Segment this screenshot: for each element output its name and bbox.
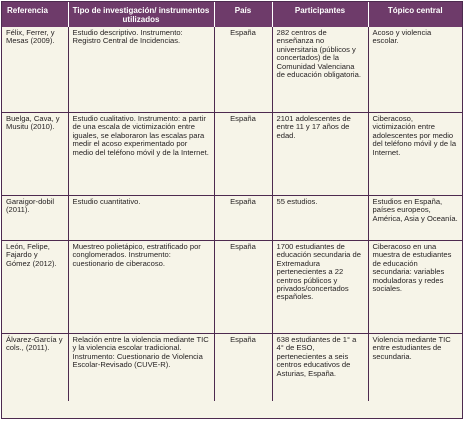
cell-referencia: Buelga, Cava, y Musitu (2010).: [2, 113, 68, 196]
header-referencia: Referencia: [2, 2, 68, 27]
header-pais: País: [214, 2, 272, 27]
cell-topico: Ciberacoso en una muestra de estudiantes de educación secundaria: variables moduladoras y redes sociales.: [368, 241, 462, 334]
cell-referencia: Félix, Ferrer, y Mesas (2009).: [2, 27, 68, 113]
cell-participantes: 2101 adolescentes de entre 11 y 17 años de edad.: [272, 113, 368, 196]
cell-tipo: Estudio cualitativo. Instrumento: a partir de una escala de victimización entre iguales, se elaboraron las escalas para medir el acoso experimentado por medio del teléfono móvil y de la Internet.: [68, 113, 214, 196]
cell-tipo: Relación entre la violencia mediante TIC y la violencia escolar tradicional. Instrumento: Cuestionario de Violencia Escolar-Revisado (CUVE-R).: [68, 334, 214, 402]
table-row: [2, 27, 462, 113]
cell-referencia: Álvarez-García y cols., (2011).: [2, 334, 68, 402]
studies-table: [2, 2, 462, 401]
cell-topico: Estudios en España, países europeos, América, Asia y Oceanía.: [368, 196, 462, 241]
table-row: [2, 113, 462, 196]
cell-referencia: León, Felipe, Fajardo y Gómez (2012).: [2, 241, 68, 334]
header-tipo: Tipo de investigación/ instrumentos utilizados: [68, 2, 214, 27]
cell-tipo: Estudio cuantitativo.: [68, 196, 214, 241]
cell-pais: España: [214, 113, 272, 196]
table-row: [2, 334, 462, 402]
cell-pais: España: [214, 334, 272, 402]
cell-participantes: 55 estudios.: [272, 196, 368, 241]
header-topico: Tópico central: [368, 2, 462, 27]
cell-participantes: 1700 estudiantes de educación secundaria de Extremadura pertenecientes a 22 centros públicos y privados/concertados españoles.: [272, 241, 368, 334]
cell-participantes: 282 centros de enseñanza no universitaria (públicos y concertados) de la Comunidad Valenciana de educación obligatoria.: [272, 27, 368, 113]
cell-pais: España: [214, 241, 272, 334]
cell-topico: Ciberacoso, victimización entre adolescentes por medio del teléfono móvil y de la Internet.: [368, 113, 462, 196]
cell-tipo: Estudio descriptivo. Instrumento: Registro Central de Incidencias.: [68, 27, 214, 113]
cell-pais: España: [214, 196, 272, 241]
cell-referencia: Garaigor-dobil (2011).: [2, 196, 68, 241]
cell-pais: España: [214, 27, 272, 113]
table-row: [2, 196, 462, 241]
table-container: [1, 1, 463, 419]
table-row: [2, 241, 462, 334]
cell-tipo: Muestreo polietápico, estratificado por conglomerados. Instrumento: cuestionario de ciberacoso.: [68, 241, 214, 334]
header-participantes: Participantes: [272, 2, 368, 27]
cell-topico: Violencia mediante TIC entre estudiantes de secundaria.: [372, 335, 451, 361]
cell-topico: Acoso y violencia escolar.: [368, 27, 462, 113]
table-header-row: [2, 2, 462, 27]
cell-participantes: 638 estudiantes de 1° a 4° de ESO, pertenecientes a seis centros educativos de Asturias, España.: [272, 334, 368, 402]
